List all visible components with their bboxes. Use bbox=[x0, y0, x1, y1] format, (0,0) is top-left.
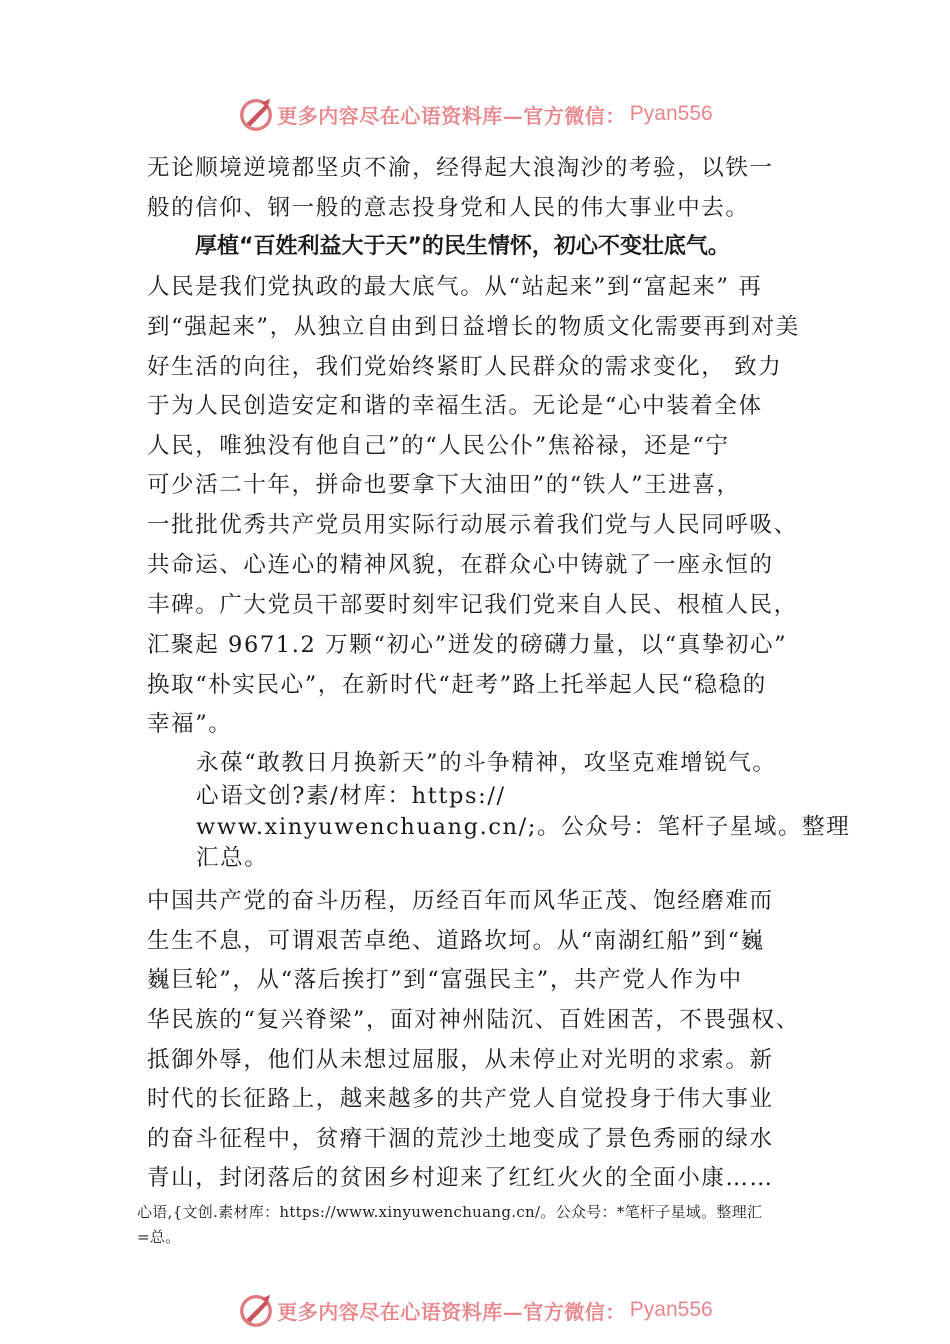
paragraph-line: 汇聚起 9671.2 万颗“初心”迸发的磅礴力量，以“真挚初心” bbox=[147, 632, 788, 658]
indented-line: 汇总。 bbox=[196, 845, 269, 871]
banner-text: 更多内容尽在心语资料库—官方微信： bbox=[277, 1299, 626, 1324]
paragraph-line: 青山，封闭落后的贫困乡村迎来了红红火火的全面小康…… bbox=[147, 1165, 774, 1191]
indented-line: 心语文创?素/材库：https:// bbox=[196, 783, 506, 809]
indented-line: www.xinyuwenchuang.cn/;。公众号：笔杆子星域。整理 bbox=[196, 814, 851, 840]
paragraph-line: 时代的长征路上，越来越多的共产党人自觉投身于伟大事业 bbox=[147, 1086, 774, 1112]
paragraph-line: 好生活的向往，我们党始终紧盯人民群众的需求变化， 致力 bbox=[147, 354, 783, 380]
banner-wechat-id: Pyan556 bbox=[629, 1298, 713, 1321]
paragraph-line: 人民，唯独没有他自己”的“人民公仆”焦裕禄，还是“宁 bbox=[147, 433, 730, 459]
paragraph-line: 人民是我们党执政的最大底气。从“站起来”到“富起来” 再 bbox=[147, 274, 763, 300]
paragraph-line: 抵御外辱，他们从未想过屈服，从未停止对光明的求索。新 bbox=[147, 1047, 774, 1073]
paragraph-line: 生生不息，可谓艰苦卓绝、道路坎坷。从“南湖红船”到“巍 bbox=[147, 928, 765, 954]
quill-seal-logo-icon bbox=[237, 1291, 275, 1329]
paragraph-line: 华民族的“复兴脊梁”，面对神州陆沉、百姓困苦，不畏强权、 bbox=[147, 1007, 800, 1033]
paragraph-line: 一批批优秀共产党员用实际行动展示着我们党与人民同呼吸、 bbox=[147, 512, 798, 538]
paragraph-line: 到“强起来”，从独立自由到日益增长的物质文化需要再到对美 bbox=[147, 314, 800, 340]
banner-wechat-id: Pyan556 bbox=[629, 102, 713, 125]
source-note-line: 心语,{文创.素材库：https://www.xinyuwenchuang.cn/。公众号：*笔杆子星域。整理汇 bbox=[137, 1203, 763, 1221]
banner-text: 更多内容尽在心语资料库—官方微信： bbox=[277, 103, 626, 128]
paragraph-line: 可少活二十年，拼命也要拿下大油田”的“铁人”王进喜， bbox=[147, 472, 741, 498]
footer-banner bbox=[0, 1290, 950, 1330]
source-note-line: =总。 bbox=[137, 1228, 181, 1246]
paragraph-line: 丰碑。广大党员干部要时刻牢记我们党来自人民、根植人民， bbox=[147, 592, 798, 618]
section-heading: 厚植“百姓利益大于天”的民生情怀，初心不变壮底气。 bbox=[195, 234, 730, 259]
paragraph-line: 中国共产党的奋斗历程，历经百年而风华正茂、饱经磨难而 bbox=[147, 888, 774, 914]
paragraph-line: 换取“朴实民心”，在新时代“赶考”路上托举起人民“稳稳的 bbox=[147, 672, 767, 698]
paragraph-line: 于为人民创造安定和谐的幸福生活。无论是“心中装着全体 bbox=[147, 393, 763, 419]
quill-seal-logo-icon bbox=[237, 95, 275, 133]
indented-heading: 永葆“敢教日月换新天”的斗争精神，攻坚克难增锐气。 bbox=[196, 750, 777, 776]
paragraph-line: 般的信仰、钢一般的意志投身党和人民的伟大事业中去。 bbox=[147, 195, 750, 221]
header-banner bbox=[0, 94, 950, 134]
paragraph-line: 共命运、心连心的精神风貌，在群众心中铸就了一座永恒的 bbox=[147, 552, 774, 578]
paragraph-line: 无论顺境逆境都坚贞不渝，经得起大浪淘沙的考验，以铁一 bbox=[147, 155, 774, 181]
paragraph-line: 巍巨轮”，从“落后挨打”到“富强民主”，共产党人作为中 bbox=[147, 967, 743, 993]
paragraph-line: 的奋斗征程中，贫瘠干涸的荒沙土地变成了景色秀丽的绿水 bbox=[147, 1126, 774, 1152]
paragraph-line: 幸福”。 bbox=[147, 711, 233, 737]
